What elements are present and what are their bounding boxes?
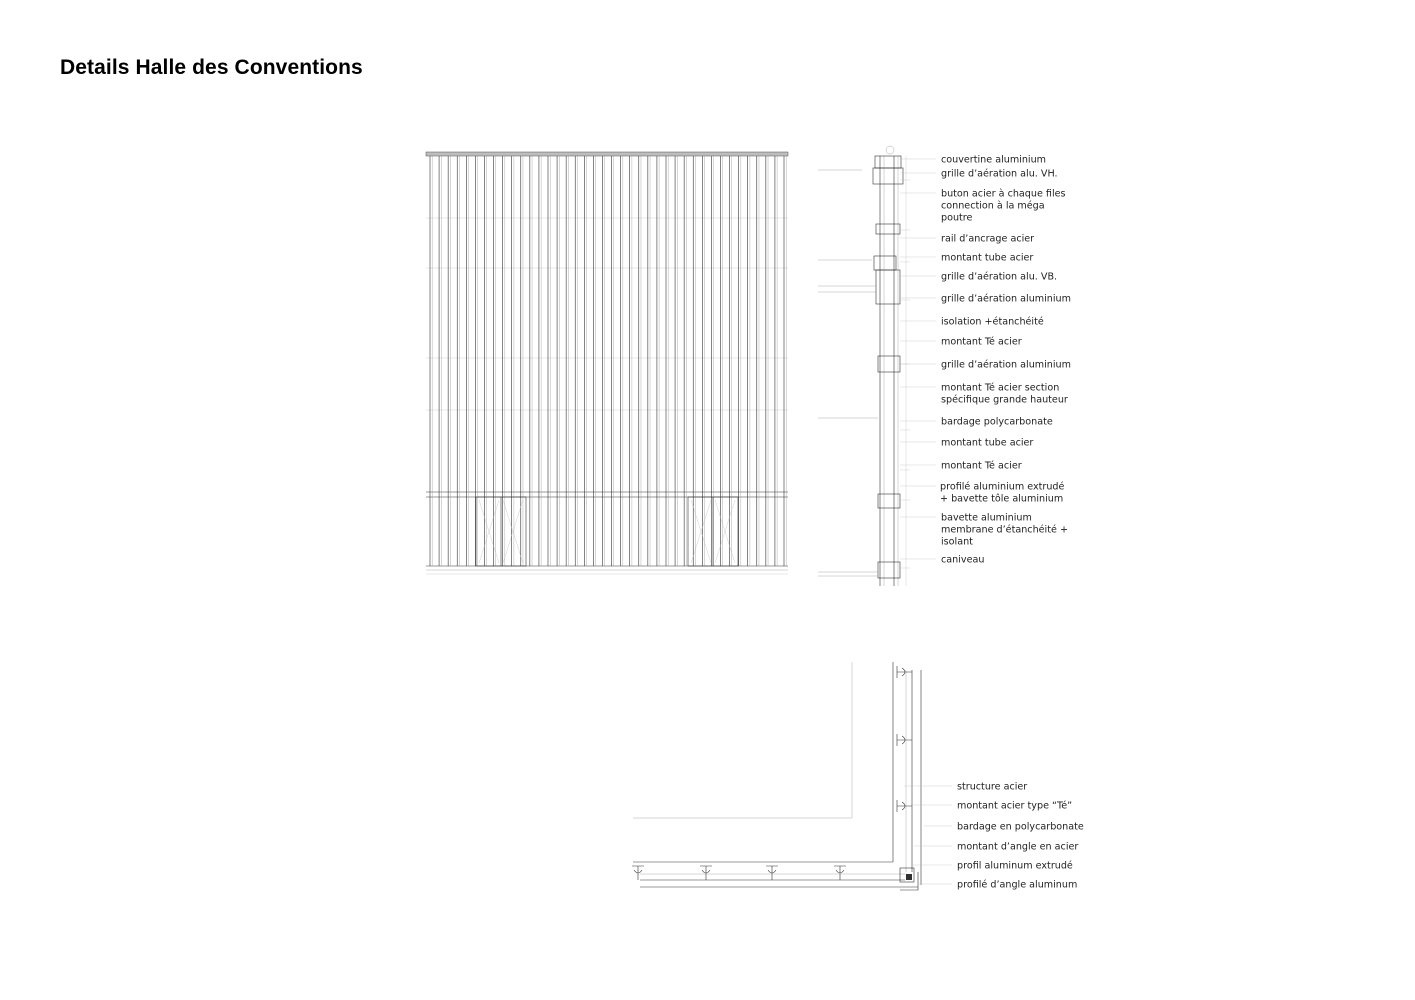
section-label-line: grille d’aération alu. VH.	[941, 168, 1058, 180]
section-label	[941, 316, 1044, 328]
section-label-line: grille d’aération aluminium	[941, 293, 1071, 305]
te-mullion	[632, 866, 644, 880]
section-label-line: bardage polycarbonate	[941, 416, 1053, 428]
section-label-line: buton acier à chaque files	[941, 188, 1066, 200]
page-title: Details Halle des Conventions	[60, 56, 363, 79]
section-label-line: grille d’aération aluminium	[941, 359, 1071, 371]
section-label	[941, 293, 1071, 305]
te-mullion	[897, 734, 912, 746]
section-label-line: montant Té acier section	[941, 382, 1060, 394]
section-label-line: caniveau	[941, 554, 985, 566]
wall-section	[818, 146, 910, 586]
plan-label: structure acier	[957, 781, 1028, 793]
section-label-line: connection à la méga	[941, 200, 1045, 212]
section-label	[941, 234, 1034, 245]
section-detail-box	[873, 168, 903, 184]
section-label	[941, 417, 1053, 428]
section-label-line: profilé aluminium extrudé	[940, 481, 1065, 493]
section-labels	[900, 155, 1071, 566]
te-mullion	[834, 866, 846, 880]
te-mullion	[700, 866, 712, 880]
corner-plan-detail	[632, 662, 921, 890]
section-label	[940, 481, 1064, 505]
section-label-line: montant tube acier	[941, 252, 1034, 264]
section-detail-box	[878, 562, 900, 578]
facade-elevation	[426, 152, 788, 574]
section-label	[941, 460, 1022, 472]
section-label	[941, 155, 1046, 166]
section-label-line: montant tube acier	[941, 437, 1034, 449]
plan-label: profil aluminum extrudé	[957, 860, 1073, 872]
section-detail-box	[878, 494, 900, 508]
section-label	[941, 168, 1058, 180]
section-label	[941, 359, 1071, 371]
section-label-line: grille d’aération alu. VB.	[941, 271, 1058, 283]
section-label	[941, 188, 1066, 224]
section-label-line: spécifique grande hauteur	[941, 394, 1068, 406]
section-detail-box	[874, 256, 896, 270]
te-mullion	[766, 866, 778, 880]
section-detail-box	[876, 270, 900, 304]
section-label-line: isolant	[941, 536, 973, 548]
section-label-line: isolation +étanchéité	[941, 316, 1044, 328]
section-marker	[886, 146, 894, 154]
section-label	[941, 555, 984, 566]
te-mullion	[897, 666, 912, 678]
plan-label: profilé d’angle aluminum	[957, 879, 1078, 891]
section-label-line: montant Té acier	[941, 460, 1022, 472]
section-label-line: membrane d’étanchéité +	[941, 524, 1068, 536]
section-label	[941, 438, 1033, 449]
plan-label: bardage en polycarbonate	[957, 821, 1084, 833]
plan-label: montant acier type “Té”	[957, 800, 1073, 812]
section-label-line: bavette aluminium	[941, 512, 1032, 524]
section-label	[941, 336, 1022, 348]
te-mullion	[897, 800, 912, 812]
section-label	[941, 253, 1033, 264]
plan-labels	[904, 782, 1084, 891]
section-detail-box	[875, 156, 901, 168]
section-label-line: poutre	[941, 212, 973, 224]
section-label	[941, 382, 1068, 406]
section-label-line: rail d’ancrage acier	[941, 233, 1035, 245]
roof-coping	[426, 152, 788, 156]
section-label-line: couvertine aluminium	[941, 154, 1047, 166]
corner-profile	[906, 874, 912, 880]
plan-label: montant d’angle en acier	[957, 841, 1079, 853]
section-label-line: + bavette tôle aluminium	[940, 493, 1064, 505]
section-label-line: montant Té acier	[941, 336, 1022, 348]
section-detail-box	[876, 224, 900, 234]
section-detail-box	[878, 356, 900, 372]
section-label	[941, 513, 1068, 548]
section-label	[941, 271, 1057, 283]
